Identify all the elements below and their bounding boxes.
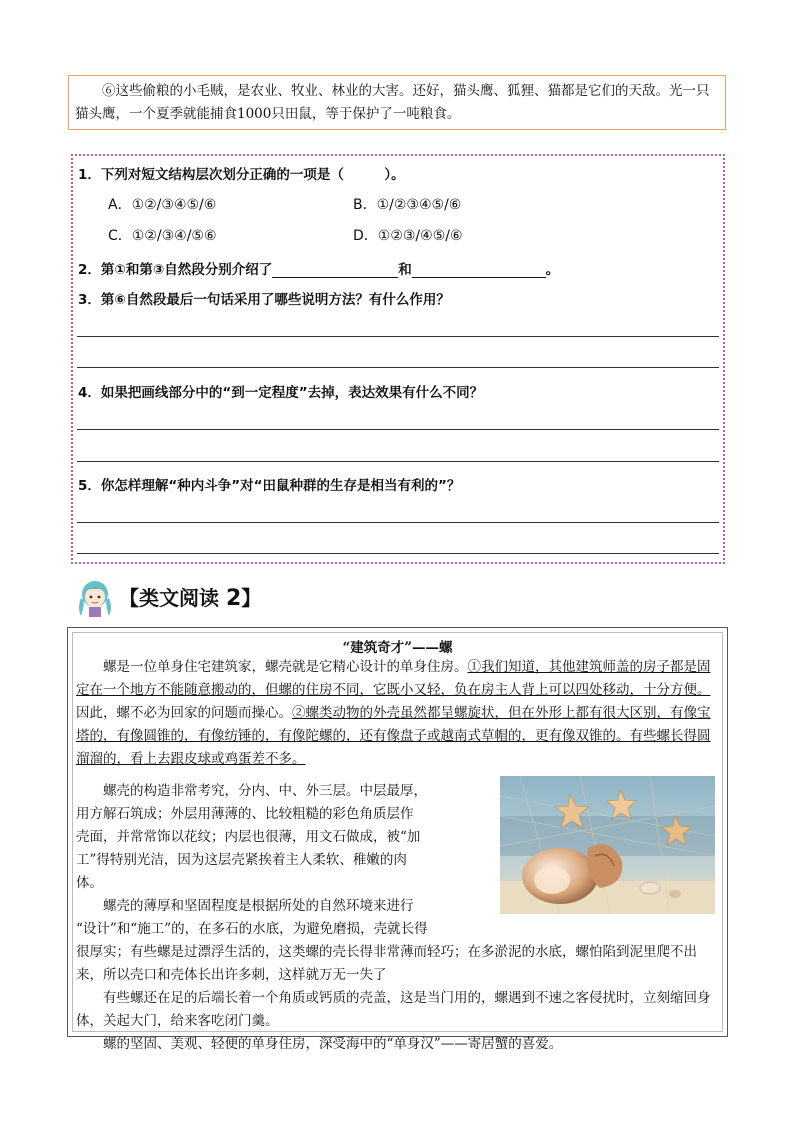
q4-answer-line-1[interactable] [77,429,719,430]
article-paragraph-1: 螺是一位单身住宅建筑家，螺壳就是它精心设计的单身住房。①我们知道，其他建筑师盖的房子都是固定在一个地方不能随意搬动的，但螺的住房不同，它既小又轻，负在房主人背上可以四处移动，十分方便。因此，螺不必为回家的问题而操心。②螺类动物的外壳虽然都呈螺旋状，但在外形上都有很大区别，有像宝塔的，有像圆锥的，有像纺锤的，有像陀螺的，还有像盘子或越南式草帽的，更有像双锥的。有些螺长得圆溜溜的，看上去跟皮球或鸡蛋差不多。 [76,659,711,767]
questions-box [71,154,725,564]
q2-prefix: 2．第①和第③自然段分别介绍了 [78,262,273,278]
q5-answer-line-1[interactable] [77,522,719,523]
q1-option-b: B．①/②③④⑤/⑥ [353,197,462,213]
question-5: 5．你怎样理解“种内斗争”对“田鼠种群的生存是相当有利的”？ [78,478,461,494]
question-3: 3．第⑥自然段最后一句话采用了哪些说明方法？有什么作用？ [78,292,450,308]
underlined-sentence-1: ①我们知道，其他建筑师盖的房子都是固定在一个地方不能随意搬动的，但螺的住房不同，它既小又轻，负在房主人背上可以四处移动，十分方便。 [76,659,711,698]
q2-blank-1[interactable] [272,261,398,278]
q1-option-a: A．①②/③④⑤/⑥ [108,197,217,213]
intro-passage-text: ⑥这些偷粮的小毛贼，是农业、牧业、林业的大害。还好，猫头鹰、狐狸、猫都是它们的天敌。光一只猫头鹰，一个夏季就能捕食1000只田鼠，等于保护了一吨粮食。 [75,83,710,122]
section-title: 【类文阅读 2】 [119,586,262,611]
article-paragraph-5: 螺的坚固、美观、轻便的单身住房，深受海中的“单身汉”——寄居蟹的喜爱。 [103,1036,563,1052]
q3-answer-line-1[interactable] [77,336,719,337]
q4-answer-line-2[interactable] [77,461,719,462]
q1-option-c: C．①②/③④/⑤⑥ [108,228,217,244]
girl-mascot-icon [75,578,115,618]
article-paragraph-3: 很厚实；有些螺是过漂浮生活的，这类螺的壳长得非常薄而轻巧；在多淤泥的水底，螺怕陷到泥里爬不出来，所以壳口和壳体长出许多刺，这样就万无一失了 [76,944,697,983]
section-number: 2 [225,586,242,611]
article-box [67,627,728,1052]
q2-end: 。 [545,262,560,278]
q5-answer-line-2[interactable] [77,553,719,554]
article-paragraph-3-top: 螺壳的薄厚和坚固程度是根据所处的自然环境来进行 “设计”和“施工”的，在多石的水底，为避免磨损，壳就长得 [76,898,428,937]
intro-passage-box [68,75,726,130]
article-title: “建筑奇才”——螺 [342,640,453,656]
q1-option-d: D．①②③/④⑤/⑥ [353,228,463,244]
underlined-sentence-2: ②螺类动物的外壳虽然都呈螺旋状，但在外形上都有很大区别，有像宝塔的，有像圆锥的，有像纺锤的，有像陀螺的，还有像盘子或越南式草帽的，更有像双锥的。有些螺长得圆溜溜的，看上去跟皮球或鸡蛋差不多。 [76,705,711,767]
article-paragraph-2: 螺壳的构造非常考究，分内、中、外三层。中层最厚， 用方解石筑成；外层用薄薄的、比较粗糙的彩色角质层作 壳面，并常常饰以花纹；内层也很薄，用文石做成，被“加 工”得特别光洁，因为这层壳紧挨着主人柔软、稚嫩的肉 体。 [76,783,427,891]
section-title-text: 类文阅读 [139,586,219,610]
q2-blank-2[interactable] [412,261,546,278]
section-header [75,578,375,618]
q2-and: 和 [398,262,412,278]
q3-answer-line-2[interactable] [77,367,719,368]
question-4: 4．如果把画线部分中的“到一定程度”去掉，表达效果有什么不同？ [78,385,484,401]
article-paragraph-4: 有些螺还在足的后端长着一个角质或钙质的壳盖，这是当门用的，螺遇到不速之客侵扰时，立刻缩回身体，关起大门，给来客吃闭门羹。 [76,990,711,1029]
question-1: 1．下列对短文结构层次划分正确的一项是（ ）。 [78,167,405,183]
question-2 [78,258,559,278]
seashells-starfish-photo [500,776,715,914]
